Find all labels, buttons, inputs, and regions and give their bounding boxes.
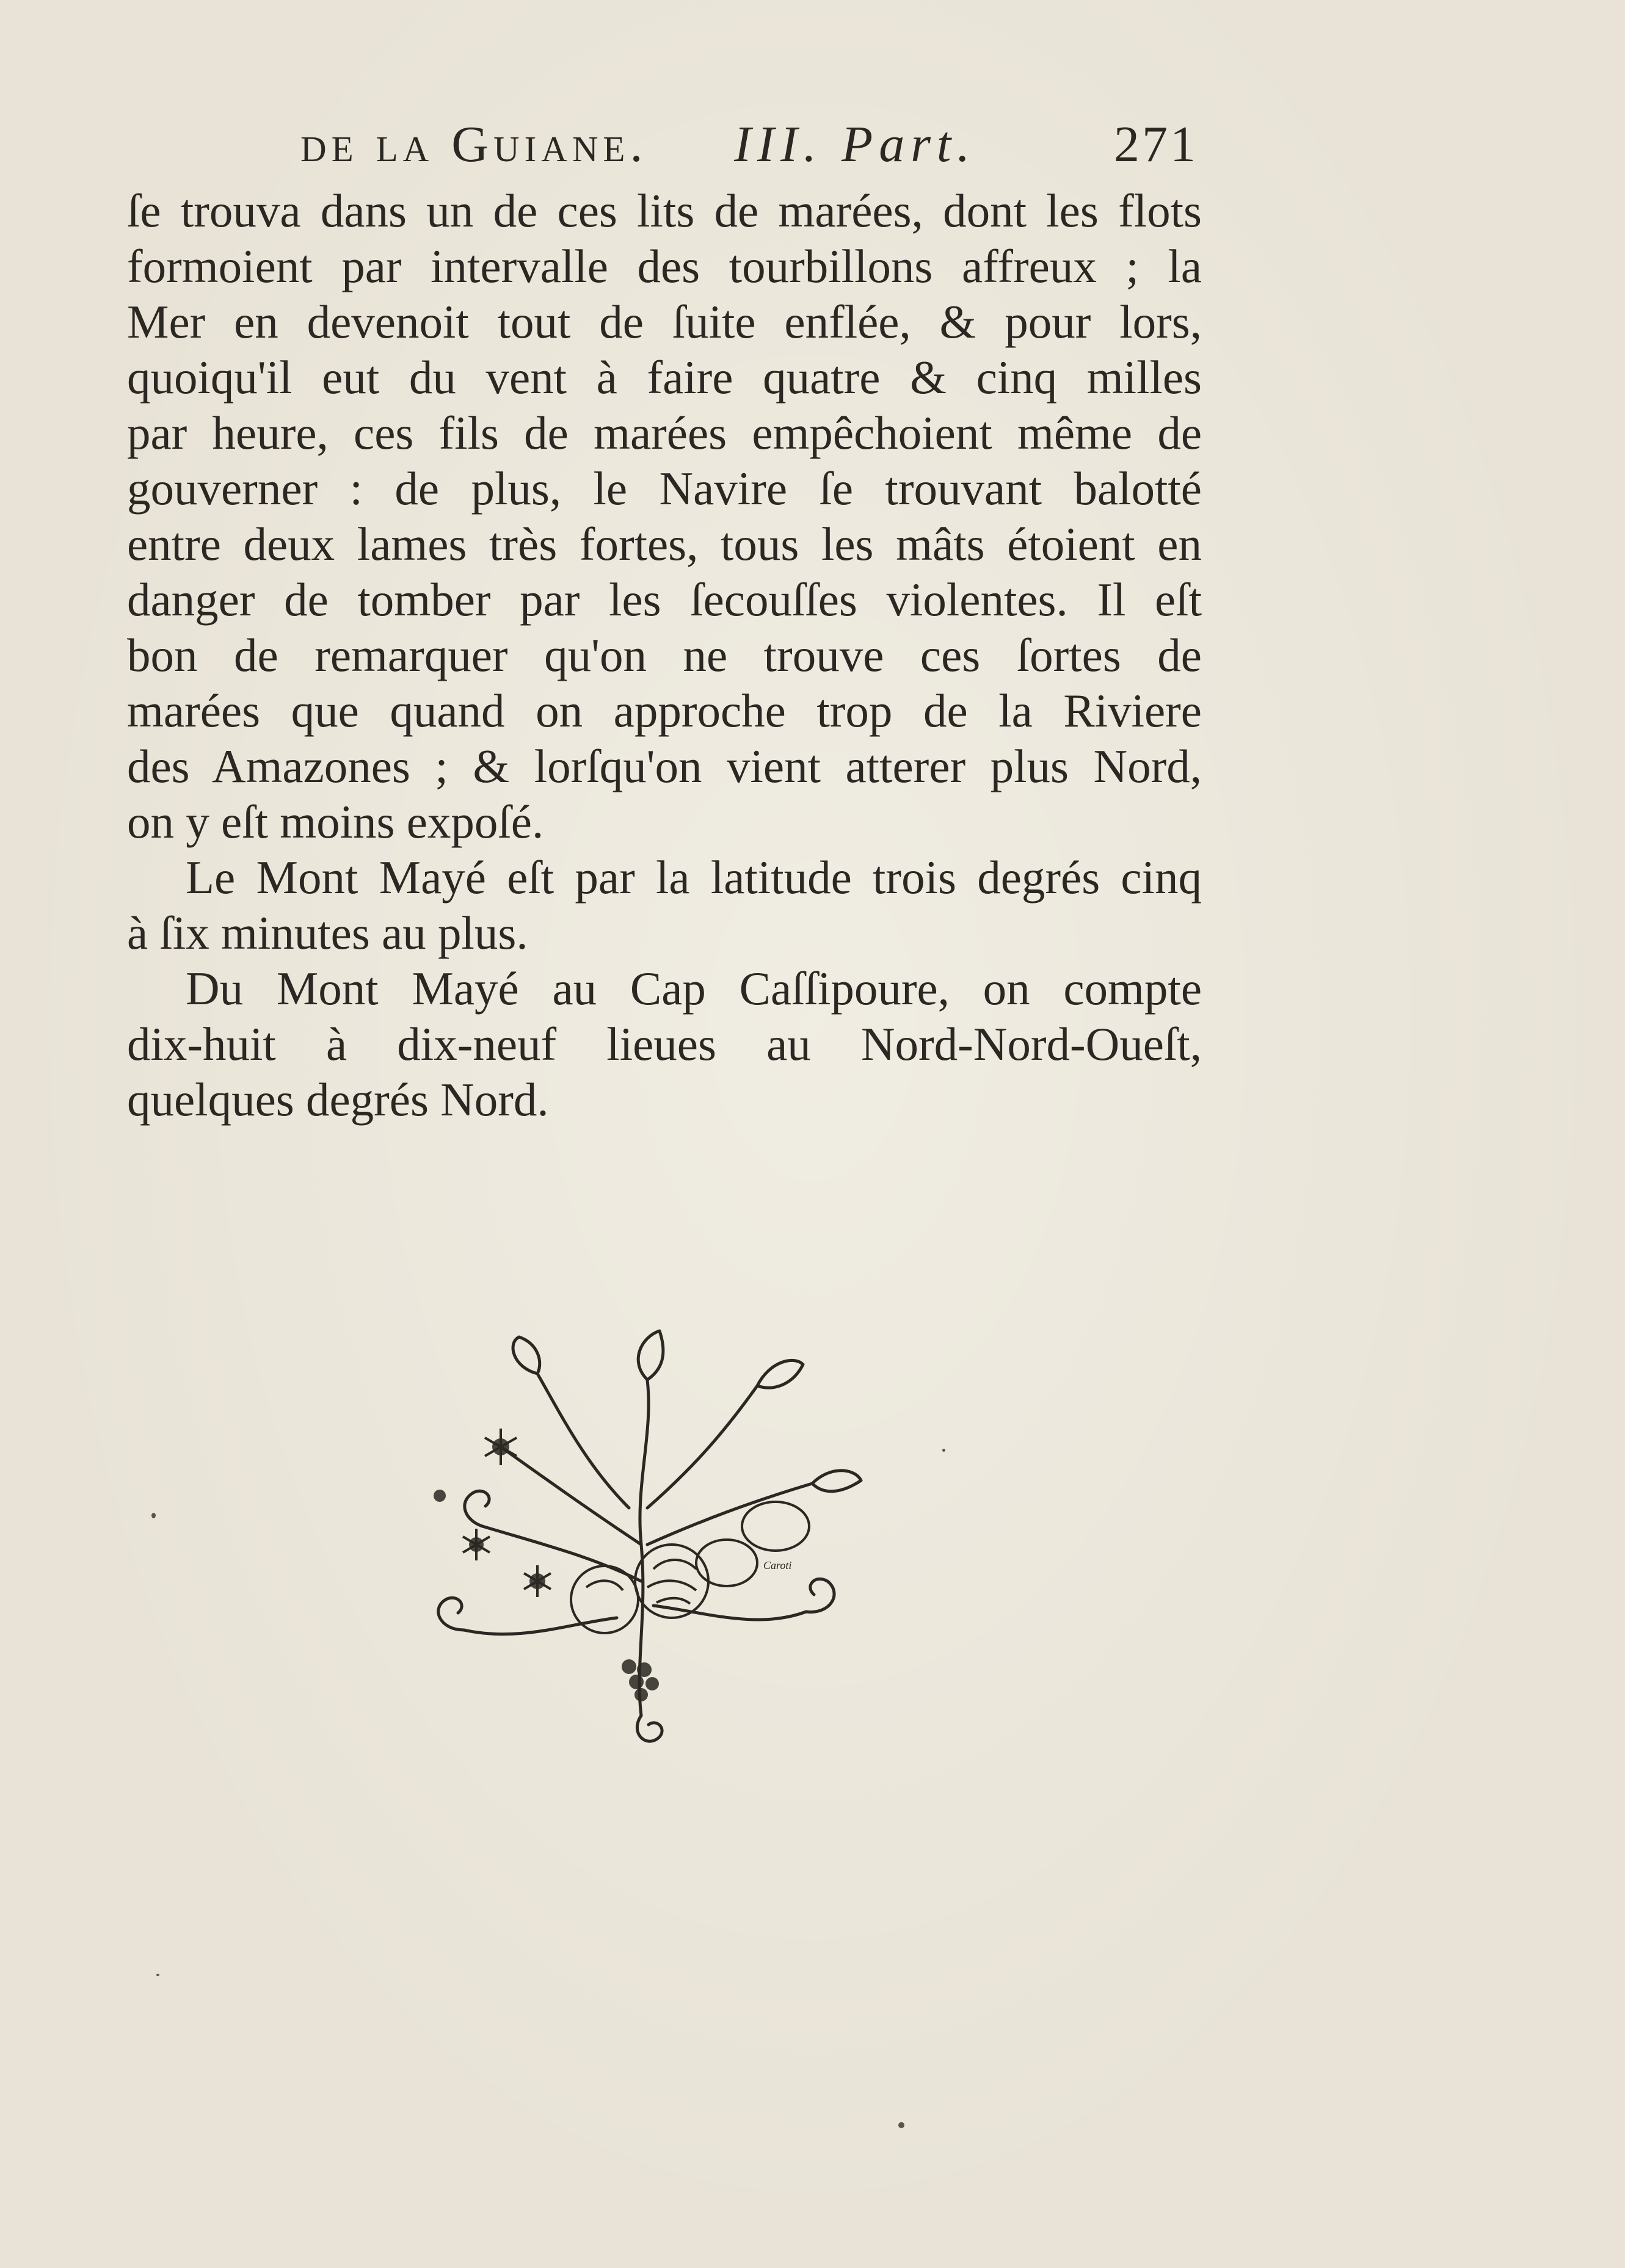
text-line: bon de remarquer qu'on ne trouve ces ſortes de [127,629,1202,681]
text-line: quoiqu'il eut du vent à faire quatre & cinq milles [127,351,1202,404]
engraver-signature: Caroti [763,1559,792,1571]
paragraph-distance-line: dix-huit à dix-neuf lieues au Nord-Nord-Oueſt, [127,1018,1202,1070]
text-line: par heure, ces fils de marées empêchoient même de [127,407,1202,459]
text-line: danger de tomber par les ſecouſſes violentes. Il eſt [127,573,1202,626]
paragraph-distance-line: Du Mont Mayé au Cap Caſſipoure, on compte [186,962,1202,1015]
text-line: on y eſt moins expoſé. [127,795,544,848]
running-title: de la Guiane. [300,116,648,173]
page-number: 271 [1114,116,1198,173]
part-label: III. Part. [734,116,976,173]
text-line: Mer en devenoit tout de ſuite enflée, & pour lors, [127,295,1202,348]
text-line: marées que quand on approche trop de la Riviere [127,684,1202,737]
body-text [127,183,1202,1128]
floral-ornament-icon [385,1325,898,1752]
text-line: formoient par intervalle des tourbillons affreux ; la [127,240,1202,292]
paragraph-distance-line: quelques degrés Nord. [127,1073,549,1126]
text-line: ſe trouva dans un de ces lits de marées, dont les flots [127,184,1202,237]
paragraph-latitude-line: à ſix minutes au plus. [127,907,528,959]
text-line: des Amazones ; & lorſqu'on vient atterer plus Nord, [127,740,1202,792]
text-line: entre deux lames très fortes, tous les mâts étoient en [127,518,1202,570]
text-line: gouverner : de plus, le Navire ſe trouvant balotté [127,462,1202,515]
paragraph-latitude-line: Le Mont Mayé eſt par la latitude trois degrés cinq [186,851,1202,904]
running-header [300,111,1198,178]
